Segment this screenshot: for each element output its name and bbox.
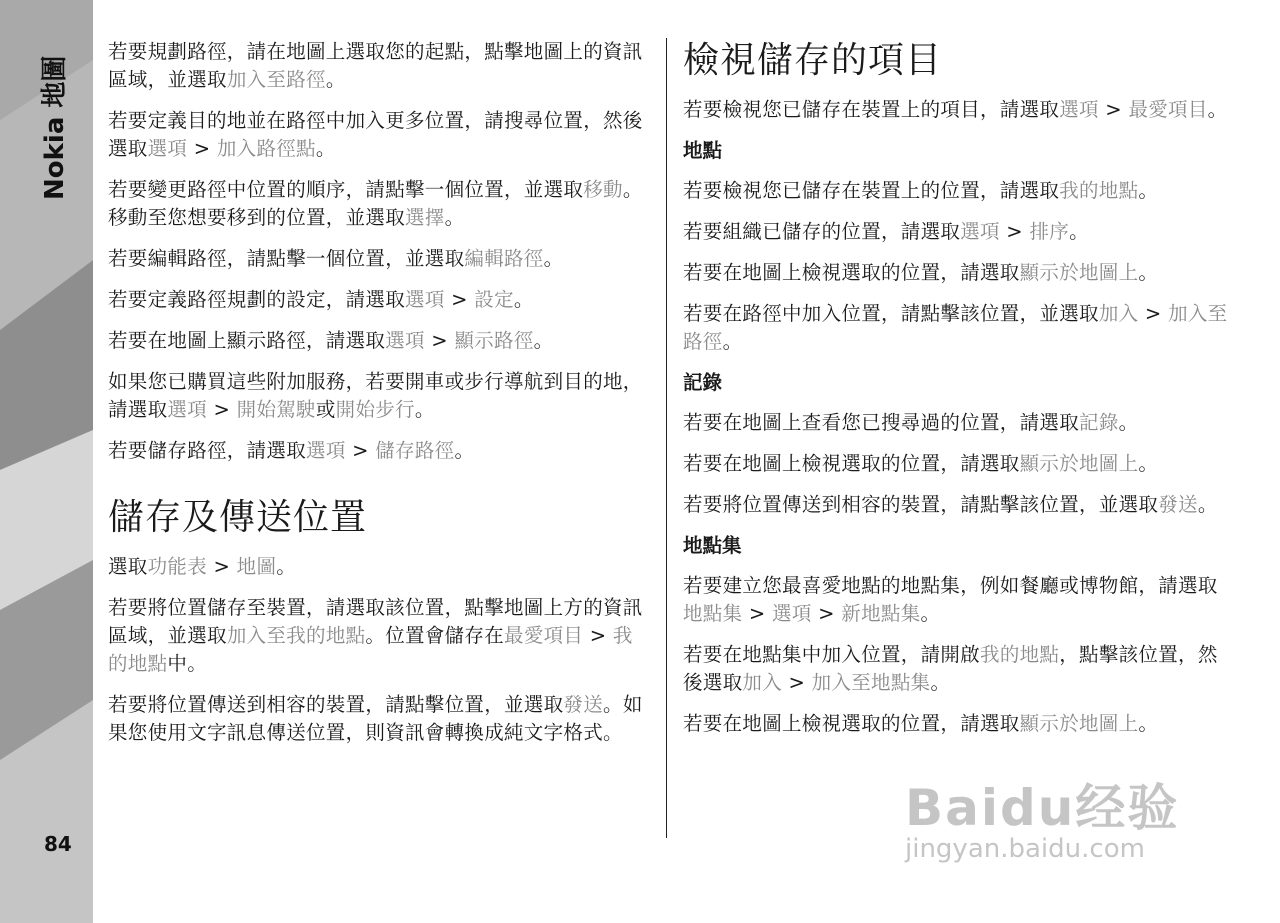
paragraph: 若要建立您最喜愛地點的地點集，例如餐廳或博物館，請選取地點集 > 選項 > 新地點集。	[683, 574, 1218, 625]
paragraph: 若要將位置傳送到相容的裝置，請點擊位置，並選取發送。如果您使用文字訊息傳送位置，則資訊會轉換成純文字格式。	[108, 693, 643, 744]
paragraph: 選取功能表 > 地圖。	[108, 555, 297, 578]
baidu-watermark	[905, 768, 1205, 868]
paragraph: 若要在地圖上查看您已搜尋過的位置，請選取記錄。	[683, 411, 1139, 434]
paragraph: 若要在地點集中加入位置，請開啟我的地點，點擊該位置，然後選取加入 > 加入至地點集。	[683, 643, 1218, 694]
watermark-logo: Baidu经验	[905, 779, 1180, 837]
paragraph: 若要定義路徑規劃的設定，請選取選項 > 設定。	[108, 288, 534, 311]
paragraph: 若要檢視您已儲存在裝置上的位置，請選取我的地點。	[683, 179, 1159, 202]
page-number: 84	[44, 832, 72, 856]
column-divider	[666, 38, 667, 838]
paragraph: 若要變更路徑中位置的順序，請點擊一個位置，並選取移動。移動至您想要移到的位置，並選取選擇。	[108, 178, 643, 229]
subheading: 記錄	[683, 371, 723, 394]
left-column	[108, 38, 643, 760]
section-heading: 檢視儲存的項目	[683, 40, 943, 81]
right-column	[683, 38, 1233, 751]
subheading: 地點	[683, 139, 723, 162]
section-heading: 儲存及傳送位置	[108, 497, 368, 538]
paragraph: 若要在地圖上檢視選取的位置，請選取顯示於地圖上。	[683, 712, 1159, 735]
paragraph: 若要編輯路徑，請點擊一個位置，並選取編輯路徑。	[108, 247, 564, 270]
subheading: 地點集	[683, 534, 742, 557]
paragraph: 若要儲存路徑，請選取選項 > 儲存路徑。	[108, 439, 475, 462]
paragraph: 如果您已購買這些附加服務，若要開車或步行導航到目的地，請選取選項 > 開始駕駛或開始步行。	[108, 370, 643, 421]
paragraph: 若要在地圖上顯示路徑，請選取選項 > 顯示路徑。	[108, 329, 554, 352]
sidebar	[0, 0, 93, 923]
paragraph: 若要將位置儲存至裝置，請選取該位置，點擊地圖上方的資訊區域，並選取加入至我的地點。位置會儲存在最愛項目 > 我的地點中。	[108, 596, 643, 675]
sidebar-title: Nokia 地圖	[40, 55, 70, 200]
paragraph: 若要檢視您已儲存在裝置上的項目，請選取選項 > 最愛項目。	[683, 98, 1228, 121]
paragraph: 若要組織已儲存的位置，請選取選項 > 排序。	[683, 220, 1089, 243]
paragraph: 若要規劃路徑，請在地圖上選取您的起點，點擊地圖上的資訊區域，並選取加入至路徑。	[108, 40, 643, 91]
paragraph: 若要在路徑中加入位置，請點擊該位置，並選取加入 > 加入至路徑。	[683, 302, 1228, 353]
paragraph: 若要定義目的地並在路徑中加入更多位置，請搜尋位置，然後選取選項 > 加入路徑點。	[108, 109, 643, 160]
paragraph: 若要在地圖上檢視選取的位置，請選取顯示於地圖上。	[683, 261, 1159, 284]
paragraph: 若要將位置傳送到相容的裝置，請點擊該位置，並選取發送。	[683, 493, 1218, 516]
paragraph: 若要在地圖上檢視選取的位置，請選取顯示於地圖上。	[683, 452, 1159, 475]
watermark-url: jingyan.baidu.com	[905, 834, 1145, 864]
